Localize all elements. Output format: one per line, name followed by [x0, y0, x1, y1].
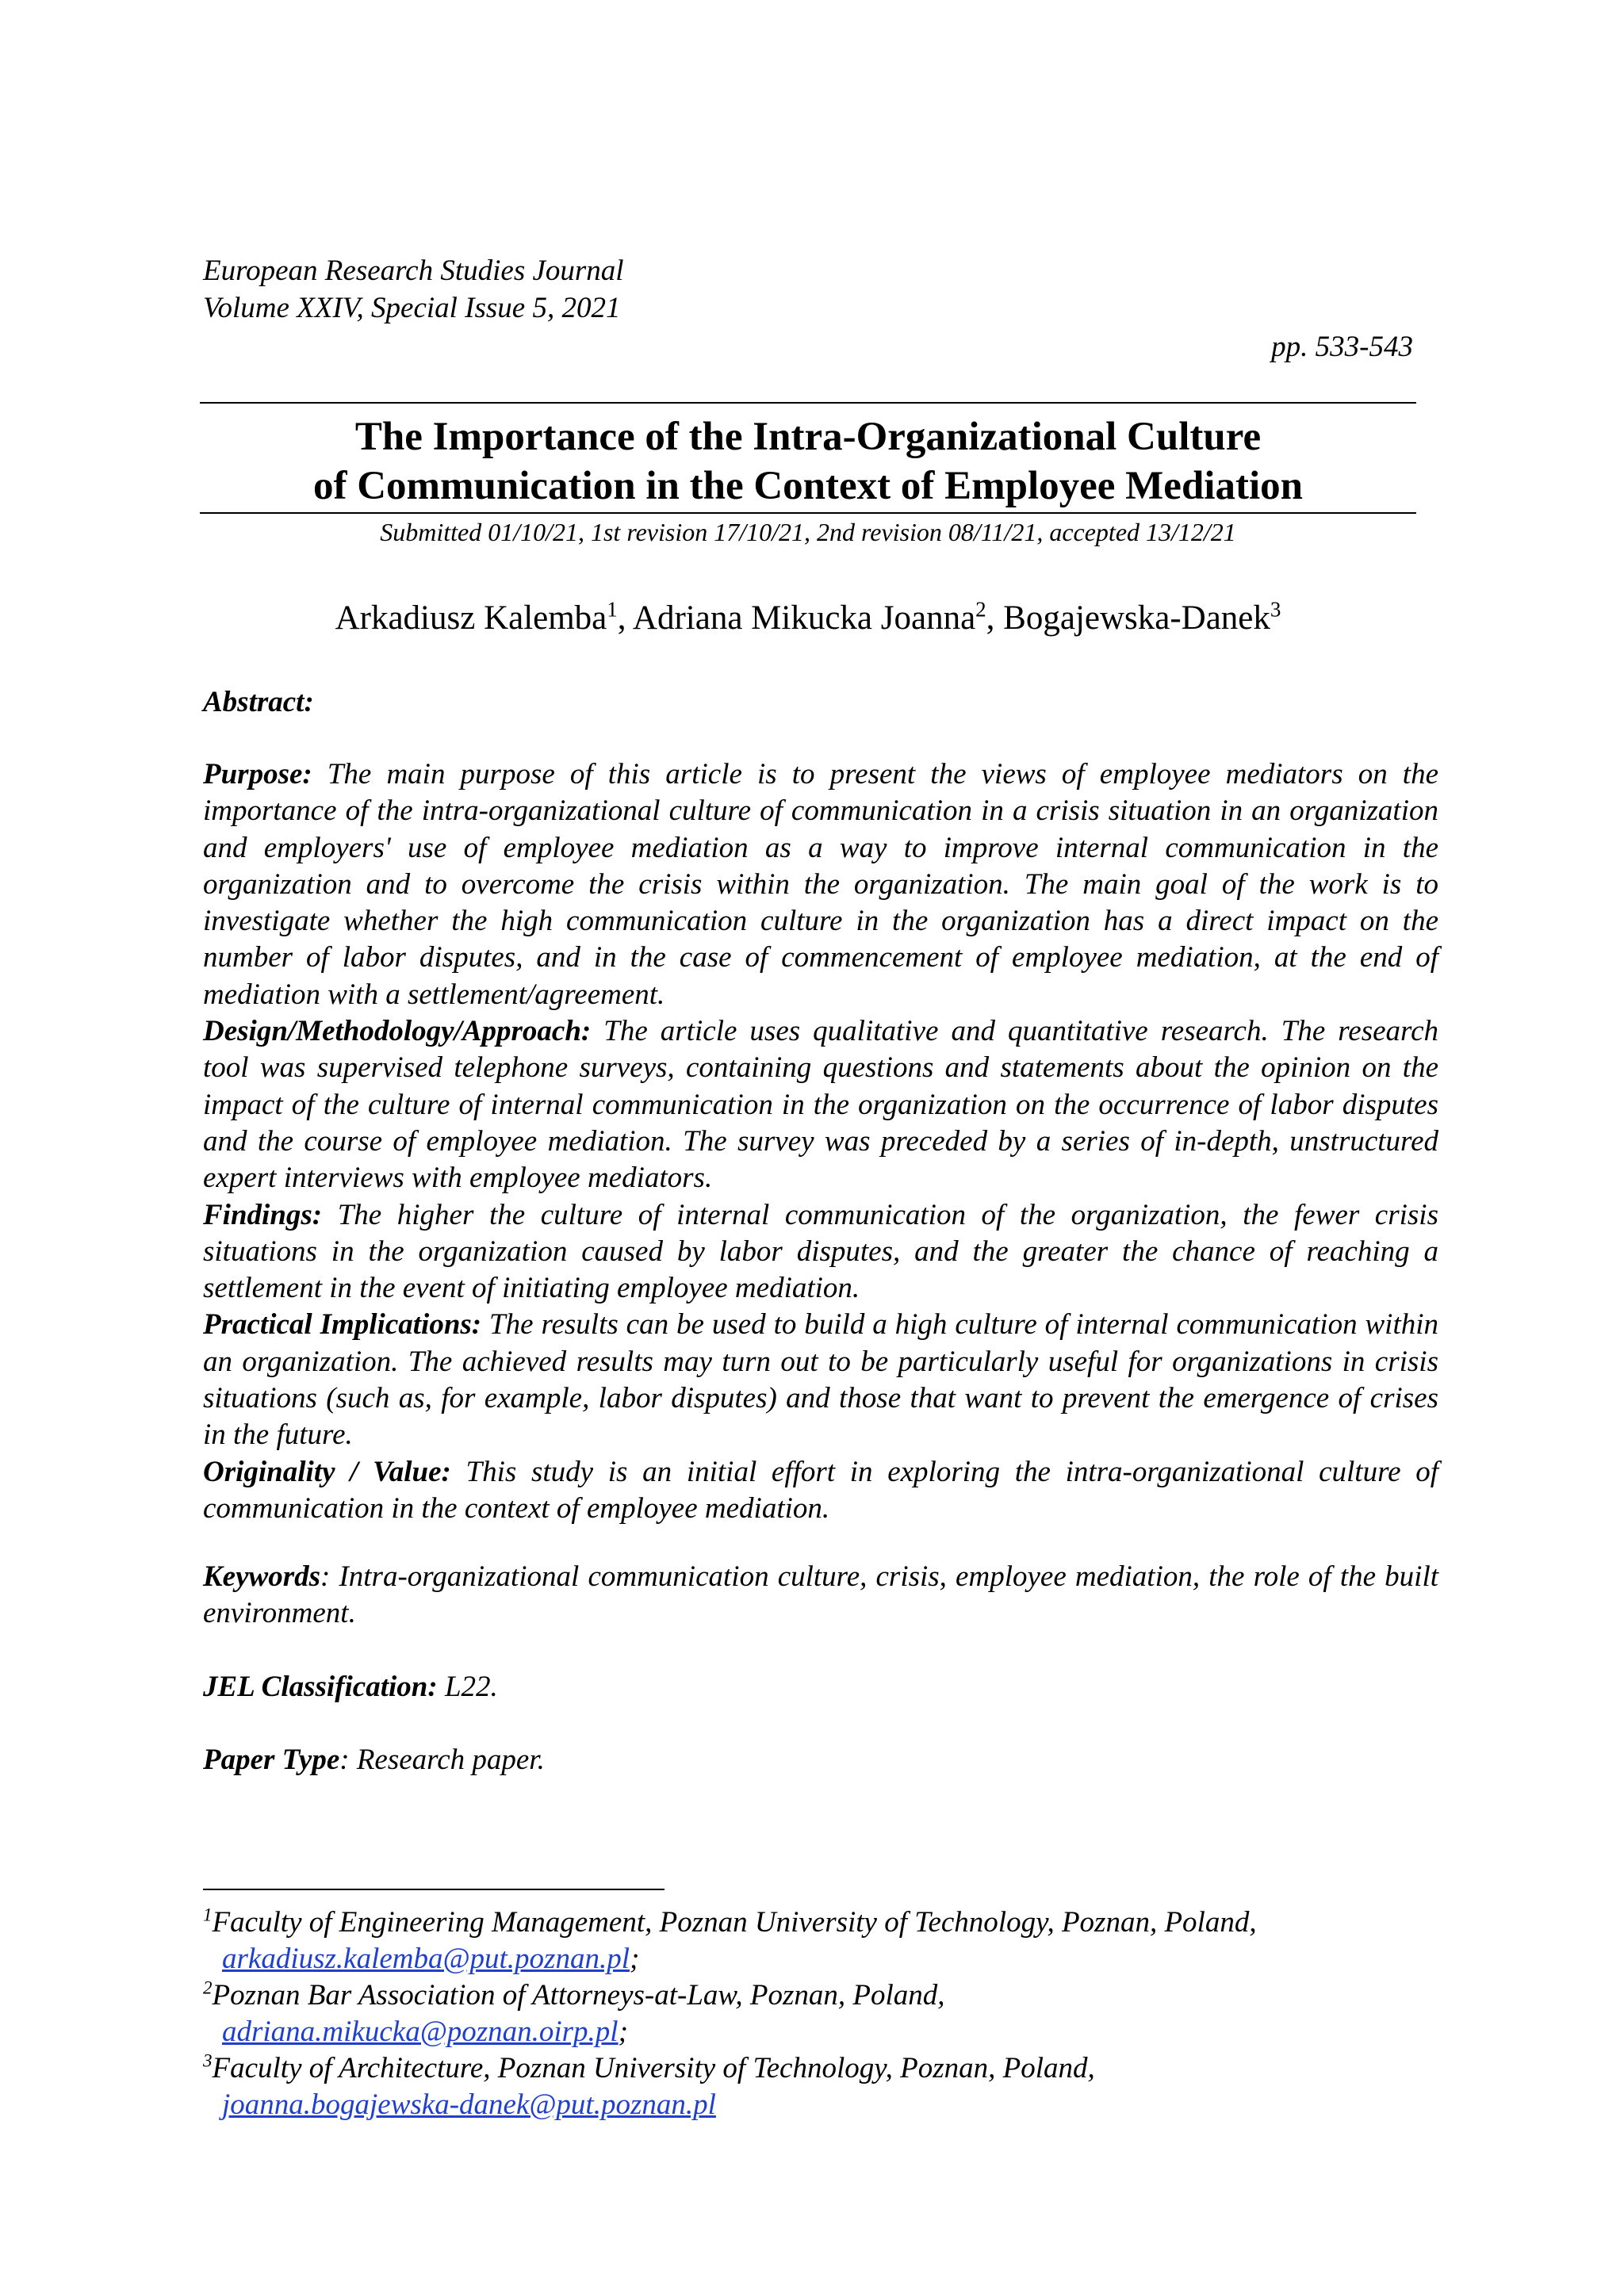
submission-dates: Submitted 01/10/21, 1st revision 17/10/21, 2nd revision 08/11/21, accepted 13/12/21 [380, 518, 1236, 546]
journal-header [203, 252, 624, 327]
author-affiliation-mark: 3 [1270, 597, 1281, 622]
footnote-2 [203, 1977, 1472, 2014]
footnote-mark: 2 [203, 1977, 213, 1998]
section-text: The results can be used to build a high culture of internal communication within an organization. The achieved results may turn out to be particularly useful for organizations in crisis situations (such as, for example, labor disputes) and those that want to prevent the emergence of crises in the future. [203, 1308, 1439, 1452]
email-suffix: ; [630, 1943, 640, 1975]
email-link[interactable]: arkadiusz.kalemba@put.poznan.pl [222, 1943, 630, 1975]
author-name: Arkadiusz Kalemba [335, 599, 607, 637]
author-list [200, 596, 1416, 641]
footnote-affiliation: Poznan Bar Association of Attorneys-at-Law, Poznan, Poland, [212, 1979, 945, 2012]
section-label: Practical Implications: [203, 1308, 482, 1342]
section-label: Purpose: [203, 758, 312, 790]
footnote-affiliation: Faculty of Architecture, Poznan University of Technology, Poznan, Poland, [212, 2052, 1095, 2084]
paper-type-text: : Research paper. [339, 1744, 545, 1776]
author-affiliation-mark: 1 [607, 597, 618, 622]
footnote-affiliation: Faculty of Engineering Management, Poznan University of Technology, Poznan, Poland, [212, 1906, 1257, 1939]
section-text: The main purpose of this article is to present the views of employee mediators on the importance of the intra-organizational culture of communication in a crisis situation in an organization and employers' use of employee mediation as a way to improve internal communication in the organization and to overcome the crisis within the organization. The main goal of the work is to investigate whether the high communication culture in the organization has a direct impact on the number of labor disputes, and in the case of commencement of employee mediation, at the end of mediation with a settlement/agreement. [203, 758, 1438, 1011]
abstract-section-purpose [203, 756, 1438, 1013]
paper-title [200, 412, 1416, 511]
email-link[interactable]: joanna.bogajewska-danek@put.poznan.pl [222, 2088, 716, 2121]
section-text: This study is an initial effort in exploring the intra-organizational culture of communication in the context of employee mediation. [203, 1455, 1438, 1525]
abstract-section-design [203, 1013, 1438, 1196]
abstract-section-implications [203, 1307, 1438, 1453]
keywords-label: Keywords [203, 1560, 320, 1593]
journal-volume: Volume XXIV, Special Issue 5, 2021 [203, 292, 621, 324]
jel-classification [203, 1669, 1438, 1705]
section-text: The article uses qualitative and quantitative research. The research tool was supervised telephone surveys, containing questions and statements about the opinion on the impact of the culture of internal communication in the organization on the occurrence of labor disputes and the course of employee mediation. The survey was preceded by a series of in-depth, unstructured expert interviews with employee mediators. [203, 1015, 1438, 1195]
page-range: pp. 533-543 [1271, 331, 1413, 363]
footnotes [203, 1904, 1472, 2123]
keywords-text: : Intra-organizational communication culture, crisis, employee mediation, the role of the built environment. [203, 1560, 1438, 1630]
abstract-body [203, 756, 1438, 1527]
email-suffix: ; [618, 2015, 628, 2048]
abstract-section-originality [203, 1454, 1438, 1528]
title-bottom-rule [200, 512, 1416, 514]
footnote-mark: 1 [203, 1904, 213, 1925]
paper-title-line-1: The Importance of the Intra-Organizational Culture [354, 415, 1262, 459]
author-separator: , [617, 599, 633, 637]
abstract-section-findings [203, 1197, 1438, 1307]
email-link[interactable]: adriana.mikucka@poznan.oirp.pl [222, 2015, 619, 2048]
section-label: Findings: [203, 1198, 323, 1231]
footnote-3-email-line [203, 2087, 1472, 2123]
section-text: The higher the culture of internal communication of the organization, the fewer crisis situations in the organization caused by labor disputes, and the greater the chance of reaching a settlement in the event of initiating employee mediation. [203, 1198, 1438, 1305]
footnote-mark: 3 [203, 2050, 213, 2071]
section-label: Originality / Value: [203, 1455, 451, 1488]
paper-type [203, 1742, 1438, 1778]
paper-type-label: Paper Type [203, 1744, 340, 1776]
title-top-rule [200, 402, 1416, 404]
keywords [203, 1559, 1438, 1633]
journal-name: European Research Studies Journal [203, 255, 624, 287]
footnote-rule [203, 1889, 665, 1890]
jel-text: L22. [437, 1671, 498, 1703]
author-separator: , [986, 599, 1004, 637]
jel-label: JEL Classification: [203, 1671, 438, 1703]
section-label: Design/Methodology/Approach: [203, 1015, 592, 1048]
paper-title-line-2: of Communication in the Context of Employee Mediation [312, 464, 1303, 508]
author-name: Adriana Mikucka Joanna [632, 599, 976, 637]
footnote-2-email-line [203, 2014, 1472, 2050]
footnote-1-email-line [203, 1941, 1472, 1977]
author-affiliation-mark: 2 [975, 597, 986, 622]
footnote-1 [203, 1904, 1472, 1941]
footnote-3 [203, 2050, 1472, 2087]
abstract-heading: Abstract: [203, 686, 314, 718]
author-name: Bogajewska-Danek [1003, 599, 1270, 637]
